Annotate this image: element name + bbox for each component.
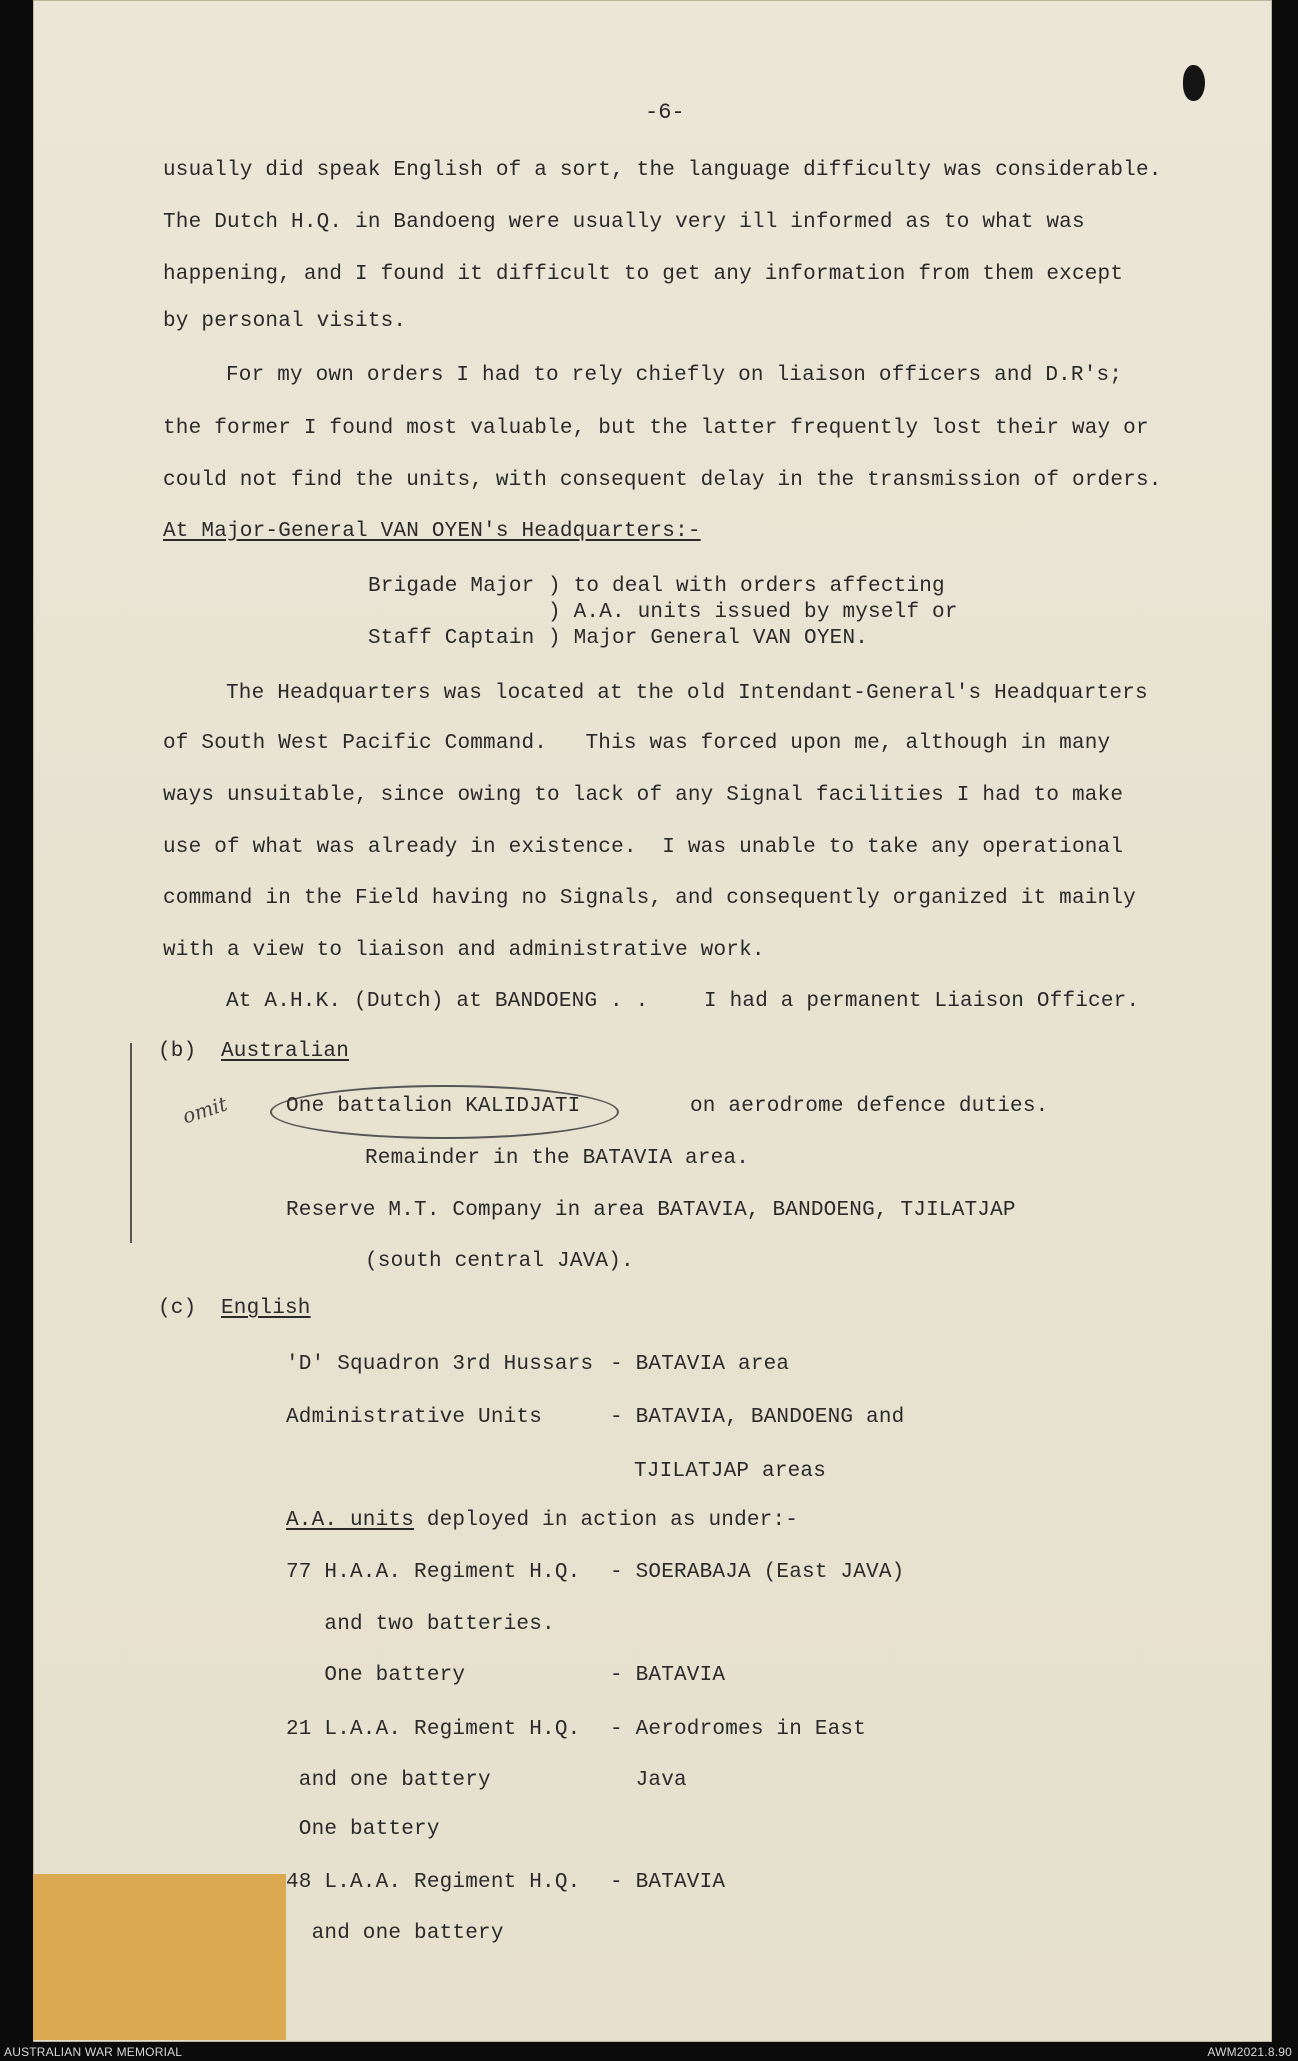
paragraph2-line: could not find the units, with consequent delay in the transmission of orders.: [163, 469, 1162, 492]
aa-unit: and one battery: [286, 1922, 504, 1945]
aa-unit: 21 L.A.A. Regiment H.Q.: [286, 1718, 581, 1741]
aa-location: Java: [610, 1769, 687, 1792]
section-title: English: [221, 1297, 311, 1320]
paragraph1-line: usually did speak English of a sort, the language difficulty was considerable.: [163, 159, 1162, 182]
paragraph3-line: ways unsuitable, since owing to lack of any Signal facilities I had to make: [163, 784, 1124, 807]
australian-battalion: One battalion KALIDJATI: [286, 1095, 581, 1118]
paragraph3-line: with a view to liaison and administrative work.: [163, 939, 765, 962]
aa-location: - BATAVIA: [610, 1871, 726, 1894]
aa-unit: and two batteries.: [286, 1613, 555, 1636]
english-unit: Administrative Units: [286, 1406, 543, 1429]
section-marker: (c): [158, 1297, 197, 1320]
ahk-line-right: I had a permanent Liaison Officer.: [704, 990, 1140, 1013]
aa-location: - BATAVIA: [610, 1664, 726, 1687]
paragraph1-line: happening, and I found it difficult to get any information from them except: [163, 263, 1124, 286]
punch-hole: [1183, 65, 1205, 101]
aa-unit: One battery: [286, 1664, 466, 1687]
paragraph3-line: command in the Field having no Signals, and consequently organized it mainly: [163, 887, 1136, 910]
footer-source: AUSTRALIAN WAR MEMORIAL: [4, 2045, 183, 2059]
staff-duty: ) to deal with orders affecting: [548, 575, 945, 598]
margin-bar: [130, 1043, 132, 1243]
english-location: TJILATJAP areas: [634, 1460, 827, 1483]
paragraph3-line: of South West Pacific Command. This was forced upon me, although in many: [163, 732, 1111, 755]
aa-heading-rest: deployed in action as under:-: [414, 1509, 799, 1532]
section-marker: (b): [158, 1040, 197, 1063]
page-number: -6-: [645, 100, 685, 125]
aa-unit: 77 H.A.A. Regiment H.Q.: [286, 1561, 581, 1584]
english-unit: 'D' Squadron 3rd Hussars: [286, 1353, 594, 1376]
aa-unit: 48 L.A.A. Regiment H.Q.: [286, 1871, 581, 1894]
hq-heading: At Major-General VAN OYEN's Headquarters:-: [163, 520, 701, 543]
english-location: - BATAVIA area: [610, 1353, 790, 1376]
australian-reserve-note: (south central JAVA).: [365, 1250, 634, 1273]
ahk-line-left: At A.H.K. (Dutch) at BANDOENG . .: [226, 990, 649, 1013]
paragraph1-line: The Dutch H.Q. in Bandoeng were usually very ill informed as to what was: [163, 211, 1085, 234]
aa-unit: and one battery: [286, 1769, 491, 1792]
paragraph3-line: The Headquarters was located at the old Intendant-General's Headquarters: [226, 682, 1148, 705]
aa-location: - Aerodromes in East: [610, 1718, 867, 1741]
aa-unit: One battery: [286, 1818, 440, 1841]
australian-reserve: Reserve M.T. Company in area BATAVIA, BANDOENG, TJILATJAP: [286, 1199, 1016, 1222]
aa-heading-underlined: A.A. units: [286, 1509, 415, 1532]
tape-strip: [33, 1874, 286, 2040]
staff-duty: ) A.A. units issued by myself or: [548, 601, 958, 624]
paragraph2-line: For my own orders I had to rely chiefly on liaison officers and D.R's;: [226, 364, 1123, 387]
australian-battalion-duty: on aerodrome defence duties.: [690, 1095, 1049, 1118]
paragraph3-line: use of what was already in existence. I was unable to take any operational: [163, 836, 1124, 859]
footer-reference: AWM2021.8.90: [1207, 2045, 1292, 2059]
australian-remainder: Remainder in the BATAVIA area.: [365, 1147, 750, 1170]
staff-role: Staff Captain: [368, 627, 535, 650]
staff-role: Brigade Major: [368, 575, 535, 598]
english-location: - BATAVIA, BANDOENG and: [610, 1406, 905, 1429]
aa-heading: [286, 1509, 798, 1532]
handwritten-note: omit: [179, 1091, 231, 1129]
section-title: Australian: [221, 1040, 350, 1063]
paragraph1-line: by personal visits.: [163, 310, 407, 333]
aa-location: - SOERABAJA (East JAVA): [610, 1561, 905, 1584]
paragraph2-line: the former I found most valuable, but the latter frequently lost their way or: [163, 417, 1149, 440]
staff-duty: ) Major General VAN OYEN.: [548, 627, 869, 650]
